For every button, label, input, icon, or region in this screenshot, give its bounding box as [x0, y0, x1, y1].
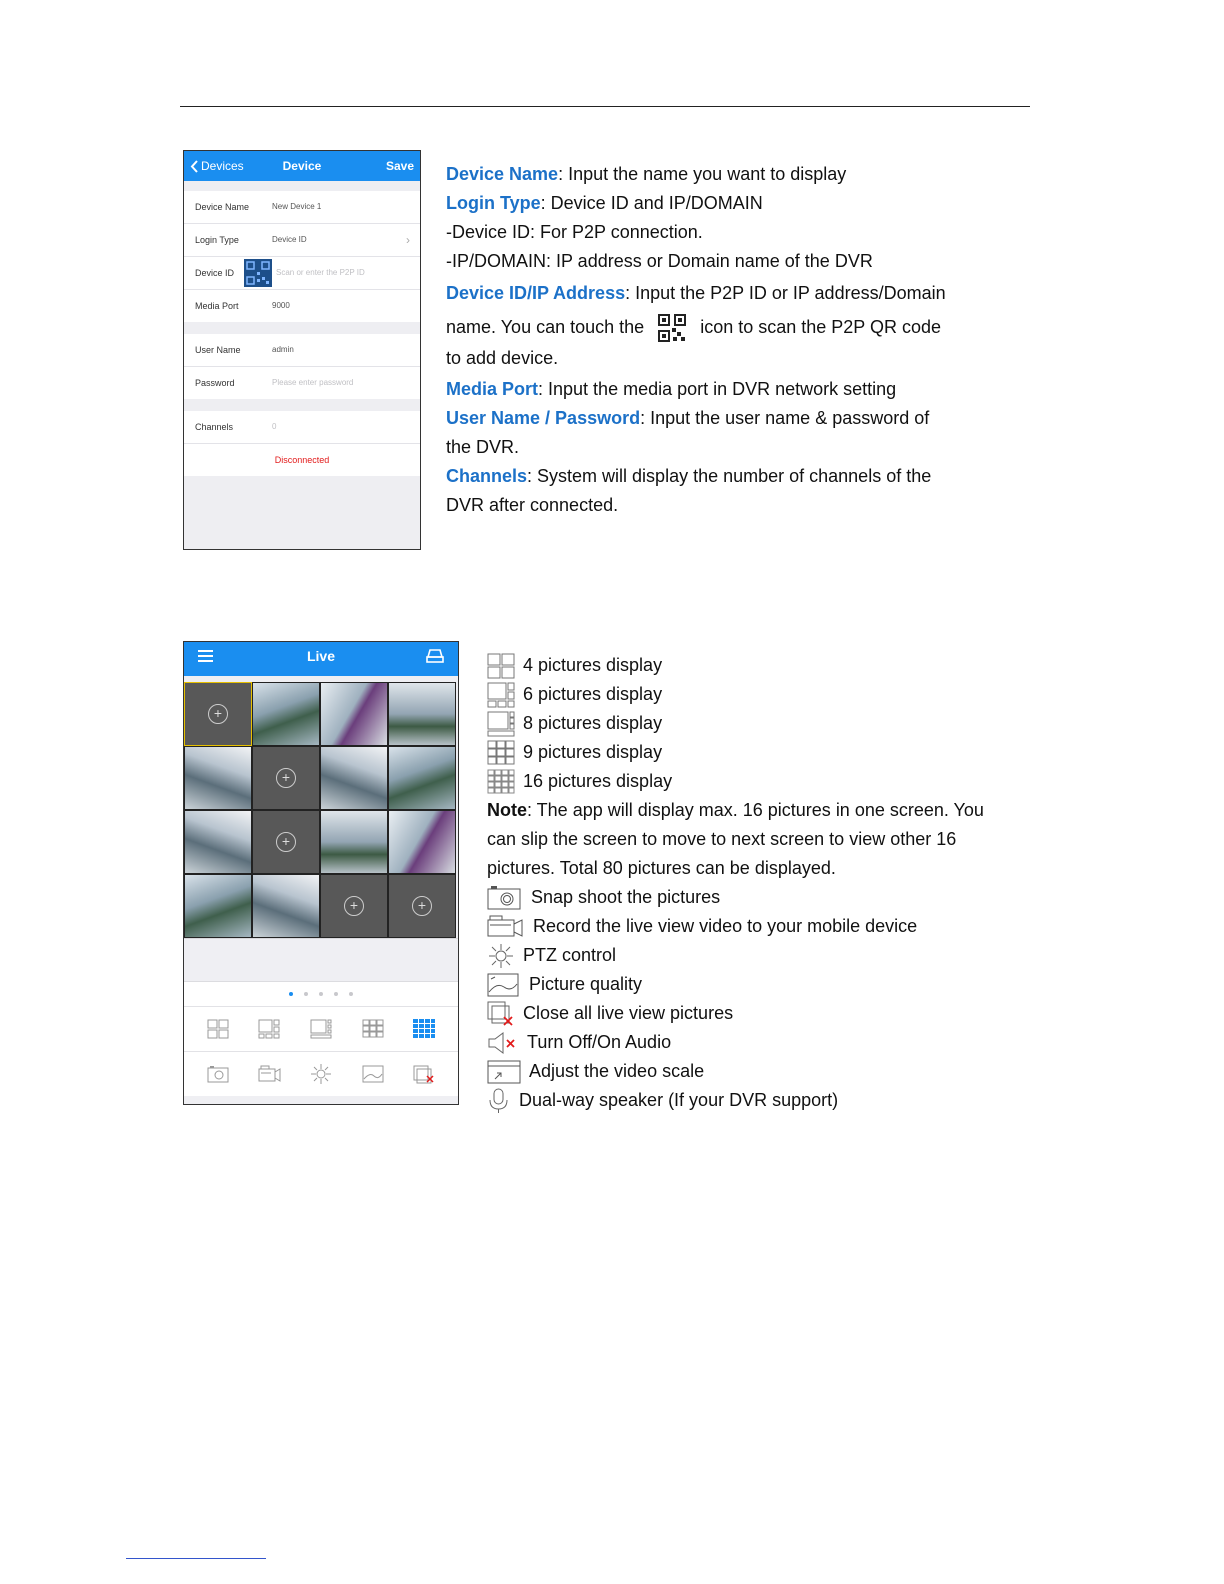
footer-rule — [126, 1558, 266, 1559]
legend-item — [487, 1028, 1047, 1057]
field-label: Media Port — [195, 301, 239, 311]
channels-group — [184, 411, 420, 476]
chevron-right-icon: › — [406, 233, 410, 247]
page-dot[interactable] — [304, 992, 308, 996]
page-dot[interactable] — [349, 992, 353, 996]
nine-grid-icon[interactable] — [361, 1018, 385, 1040]
desc-text: : Input the user name & password of — [640, 408, 930, 428]
add-channel-icon: + — [208, 704, 228, 724]
add-channel-icon: + — [276, 832, 296, 852]
desc-line — [446, 310, 1026, 344]
camera-icon[interactable] — [206, 1063, 230, 1085]
empty-channel-cell[interactable] — [320, 874, 388, 938]
desc-line — [446, 462, 1026, 491]
empty-channel-cell[interactable] — [252, 810, 320, 874]
legend-item — [487, 767, 1047, 796]
desc-text: : System will display the number of channels of the — [527, 466, 932, 486]
desc-text: : Device ID and IP/DOMAIN — [540, 193, 763, 213]
camera-feed[interactable] — [388, 682, 456, 746]
note-line: pictures. Total 80 pictures can be displayed. — [487, 858, 836, 878]
camera-feed[interactable] — [388, 746, 456, 810]
camera-feed[interactable] — [184, 810, 252, 874]
action-toolbar — [184, 1051, 458, 1096]
legend-text: 9 pictures display — [523, 742, 663, 762]
page-dot[interactable] — [319, 992, 323, 996]
empty-channel-cell[interactable] — [184, 682, 252, 746]
login-type-row[interactable] — [184, 224, 420, 257]
layout-toolbar — [184, 1006, 458, 1051]
qr-code-icon — [657, 313, 687, 343]
legend-text: 16 pictures display — [523, 771, 673, 791]
desc-line — [446, 189, 1026, 218]
legend-item — [487, 709, 1047, 738]
camera-feed[interactable] — [252, 874, 320, 938]
keyword: Channels — [446, 466, 528, 486]
ptz-icon — [487, 943, 515, 969]
empty-channel-cell[interactable] — [388, 874, 456, 938]
user-name-input[interactable]: admin — [272, 345, 294, 354]
page-dot[interactable] — [334, 992, 338, 996]
record-icon — [487, 914, 523, 940]
legend-item — [487, 1057, 1047, 1086]
legend-item — [487, 651, 1047, 680]
connection-status: Disconnected — [184, 444, 420, 476]
desc-line: DVR after connected. — [446, 495, 619, 515]
media-port-row[interactable] — [184, 290, 420, 322]
desc-text: icon to scan the P2P QR code — [700, 317, 942, 337]
picture-quality-icon[interactable] — [361, 1063, 385, 1085]
audio-icon — [487, 1030, 519, 1056]
desc-line — [446, 279, 1026, 308]
device-name-input[interactable]: New Device 1 — [272, 202, 322, 211]
legend-text: Picture quality — [529, 974, 643, 994]
legend-text: Snap shoot the pictures — [531, 887, 721, 907]
record-icon[interactable] — [257, 1063, 281, 1085]
keyword: User Name / Password — [446, 408, 641, 428]
device-fields-group — [184, 191, 420, 322]
camera-feed[interactable] — [252, 682, 320, 746]
camera-feed[interactable] — [320, 682, 388, 746]
legend-text: 4 pictures display — [523, 655, 663, 675]
sixteen-grid-icon — [487, 769, 515, 795]
user-name-row[interactable] — [184, 334, 420, 367]
note-label: Note — [487, 800, 527, 820]
record-list-icon[interactable] — [426, 648, 444, 669]
four-grid-icon[interactable] — [206, 1018, 230, 1040]
channels-row — [184, 411, 420, 444]
desc-text: : Input the P2P ID or IP address/Domain — [625, 283, 946, 303]
add-channel-icon: + — [344, 896, 364, 916]
save-button[interactable]: Save — [385, 159, 414, 173]
page-title: Live — [306, 648, 335, 664]
six-grid-icon — [487, 682, 515, 708]
field-label: Login Type — [195, 235, 239, 245]
device-id-input[interactable]: Scan or enter the P2P ID — [276, 268, 365, 277]
live-nav-bar — [184, 642, 458, 676]
desc-line: the DVR. — [446, 437, 520, 457]
legend-item — [487, 738, 1047, 767]
desc-text: name. You can touch the — [446, 317, 645, 337]
note-line: can slip the screen to move to next screen to view other 16 — [487, 829, 957, 849]
camera-feed[interactable] — [388, 810, 456, 874]
desc-text: : Input the media port in DVR network setting — [538, 379, 897, 399]
device-screen — [183, 150, 421, 550]
password-input[interactable]: Please enter password — [272, 378, 354, 387]
page-indicator[interactable] — [184, 981, 458, 1006]
eight-grid-icon[interactable] — [309, 1018, 333, 1040]
login-type-value: Device ID — [272, 235, 307, 244]
password-row[interactable] — [184, 367, 420, 399]
sixteen-grid-icon[interactable] — [412, 1018, 436, 1040]
legend-item — [487, 912, 1047, 941]
microphone-icon — [487, 1088, 511, 1114]
legend-text: Dual-way speaker (If your DVR support) — [519, 1090, 839, 1110]
page-title: Device — [282, 159, 322, 173]
camera-feed[interactable] — [184, 746, 252, 810]
desc-line — [446, 404, 1026, 433]
field-label: Password — [195, 378, 235, 388]
empty-channel-cell[interactable] — [252, 746, 320, 810]
desc-line: -IP/DOMAIN: IP address or Domain name of the DVR — [446, 251, 873, 271]
desc-line — [446, 160, 1026, 189]
camera-feed[interactable] — [184, 874, 252, 938]
camera-icon — [487, 885, 521, 911]
scale-icon — [487, 1059, 521, 1085]
camera-feed[interactable] — [320, 810, 388, 874]
picture-quality-icon — [487, 972, 519, 998]
field-label: User Name — [195, 345, 241, 355]
back-label: Devices — [201, 159, 244, 173]
note-text: : The app will display max. 16 pictures in one screen. You — [527, 800, 984, 820]
legend-text: 8 pictures display — [523, 713, 663, 733]
channels-value: 0 — [272, 422, 277, 431]
field-label: Device ID — [195, 268, 235, 278]
legend-text: PTZ control — [523, 945, 617, 965]
page-dot-active[interactable] — [289, 992, 293, 996]
field-label: Device Name — [195, 202, 250, 212]
six-grid-icon[interactable] — [257, 1018, 281, 1040]
add-channel-icon: + — [412, 896, 432, 916]
four-grid-icon — [487, 653, 515, 679]
field-label: Channels — [195, 422, 234, 432]
legend-text: Adjust the video scale — [529, 1061, 705, 1081]
legend-item — [487, 680, 1047, 709]
legend-text: Turn Off/On Audio — [527, 1032, 672, 1052]
desc-line — [446, 375, 1026, 404]
credentials-group — [184, 334, 420, 399]
keyword: Login Type — [446, 193, 541, 213]
desc-text: : Input the name you want to display — [558, 164, 847, 184]
legend-text: Close all live view pictures — [523, 1003, 734, 1023]
keyword: Media Port — [446, 379, 539, 399]
desc-line: to add device. — [446, 348, 559, 368]
close-all-icon — [487, 1001, 515, 1027]
legend-item — [487, 999, 1047, 1028]
ptz-icon[interactable] — [309, 1063, 333, 1085]
qr-scan-icon[interactable] — [244, 259, 272, 287]
add-channel-icon: + — [276, 768, 296, 788]
keyword: Device Name — [446, 164, 559, 184]
live-view-legend — [487, 651, 1047, 1115]
legend-item — [487, 1086, 1047, 1115]
camera-feed[interactable] — [320, 746, 388, 810]
device-nav-bar — [184, 151, 420, 181]
legend-item — [487, 970, 1047, 999]
legend-text: Record the live view video to your mobile device — [533, 916, 918, 936]
live-view-grid — [184, 682, 458, 938]
close-all-icon[interactable] — [412, 1063, 436, 1085]
desc-line: -Device ID: For P2P connection. — [446, 222, 703, 242]
eight-grid-icon — [487, 711, 515, 737]
header-rule — [180, 106, 1030, 107]
nine-grid-icon — [487, 740, 515, 766]
keyword: Device ID/IP Address — [446, 283, 626, 303]
legend-item — [487, 941, 1047, 970]
legend-text: 6 pictures display — [523, 684, 663, 704]
live-screen — [183, 641, 459, 1105]
device-id-row[interactable] — [184, 257, 420, 290]
note-line — [487, 796, 1047, 825]
device-fields-description — [446, 160, 1026, 520]
legend-item — [487, 883, 1047, 912]
device-name-row[interactable] — [184, 191, 420, 224]
media-port-input[interactable]: 9000 — [272, 301, 290, 310]
